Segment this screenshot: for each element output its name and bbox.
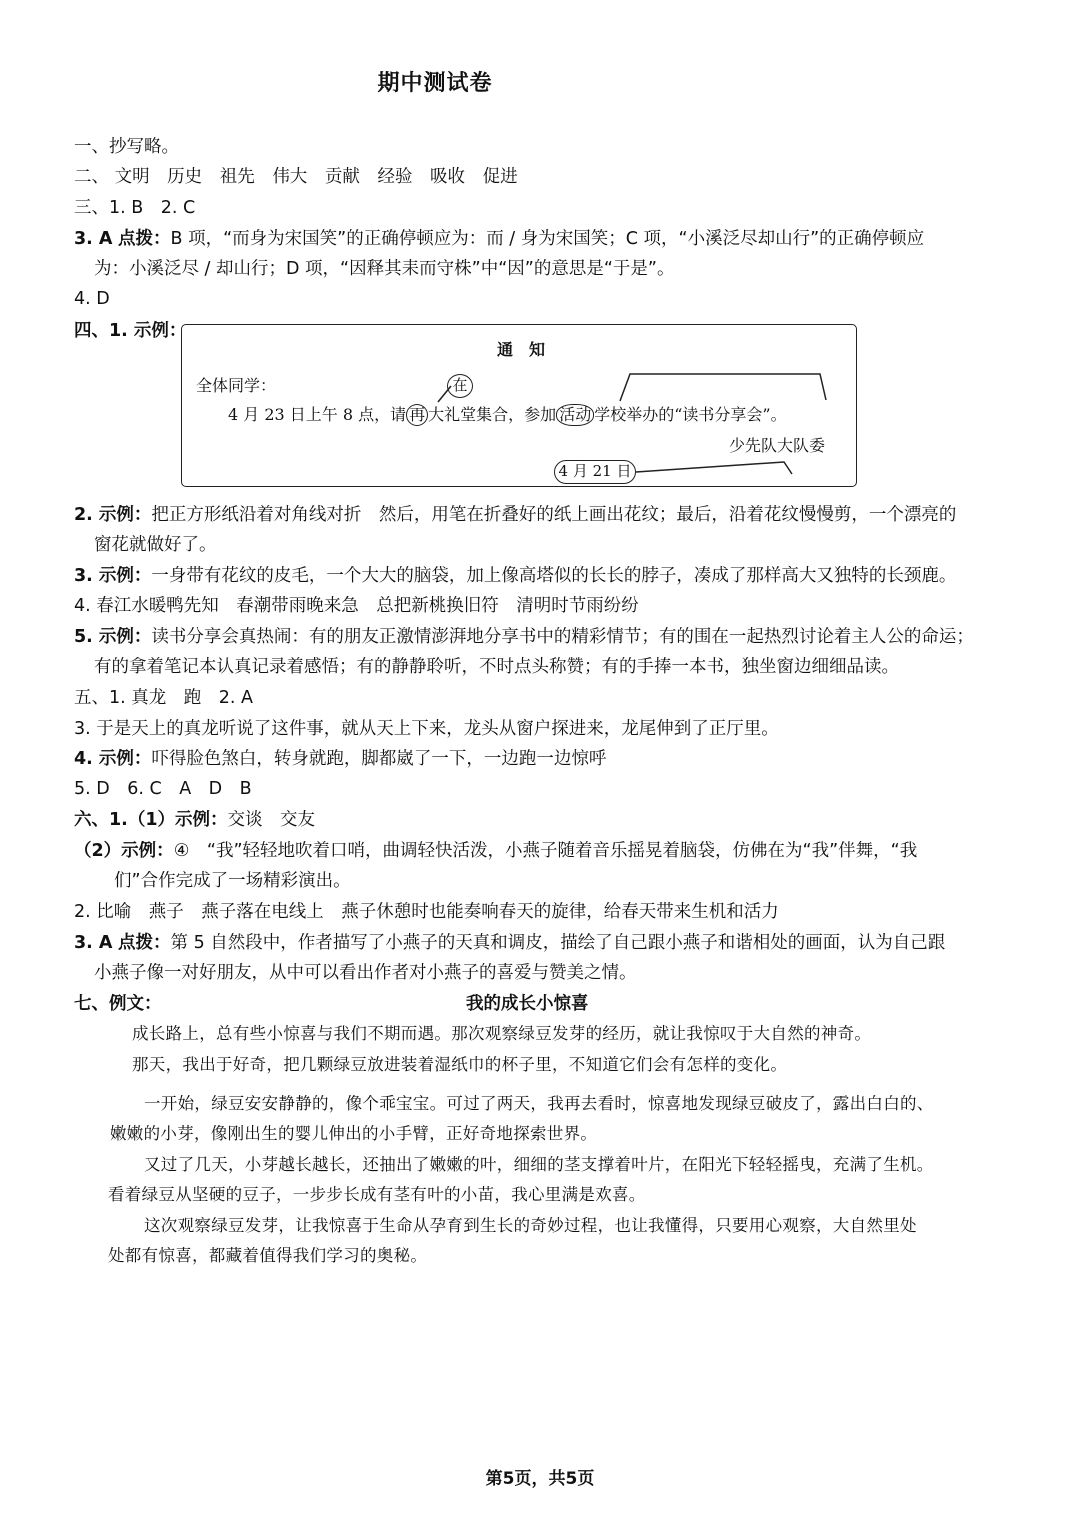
section-7-label: 七、例文： — [74, 994, 162, 1014]
answer-6-3: 2. 比喻 燕子 燕子落在电线上 燕子休憩时也能奏响春天的旋律，给春天带来生机和活力 — [74, 902, 779, 922]
example-label: 2. 示例： — [74, 505, 152, 525]
word: 促进 — [482, 167, 518, 187]
answer-3-4: 4. D — [74, 289, 110, 309]
date-arrow — [636, 462, 792, 474]
word: 祖先 — [219, 167, 255, 187]
example-label: 4. 示例： — [74, 749, 152, 769]
word: 经验 — [377, 167, 413, 187]
answer-5-1: 五、1. 真龙 跑 2. A — [74, 688, 253, 708]
answer-4-1-label: 四、1. 示例： — [74, 321, 187, 341]
essay-paragraph: 又过了几天，小芽越长越长，还抽出了嫩嫩的叶，细细的茎支撑着叶片，在阳光下轻轻摇曳，充满了生机。 — [144, 1155, 934, 1174]
page-title: 期中测试卷 — [377, 71, 493, 96]
inserted-word: 在 — [447, 374, 473, 398]
answer-6-2-line1 — [74, 839, 917, 863]
essay-paragraph: 成长路上，总有些小惊喜与我们不期而遇。那次观察绿豆发芽的经历，就让我惊叹于大自然的神奇。 — [132, 1024, 872, 1043]
notice-body-middle: 大礼堂集合，参加 — [428, 405, 557, 424]
answer-4-2-line2: 窗花就做好了。 — [94, 535, 217, 555]
notice-date: 4 月 21 日 — [554, 460, 636, 484]
answer-3-3-line2: 为：小溪泛尽 / 却山行；D 项，“因释其耒而守株”中“因”的意思是“于是”。 — [94, 259, 675, 279]
example-label: 5. 示例： — [74, 627, 152, 647]
essay-paragraph-cont: 嫩嫩的小芽，像刚出生的婴儿伸出的小手臂，正好奇地探索世界。 — [110, 1124, 598, 1143]
word: 伟大 — [272, 167, 308, 187]
answer-text: 读书分享会真热闹：有的朋友正激情澎湃地分享书中的精彩情节；有的围在一起热烈讨论着主人公的命运； — [151, 627, 974, 647]
answer-5-4 — [74, 747, 606, 771]
word: 吸收 — [430, 167, 466, 187]
notice-heading: 通 知 — [497, 340, 546, 359]
answer-section-3-q1: 三、1. B 2. C — [74, 198, 196, 218]
answer-number: 3. A — [74, 229, 113, 249]
essay-paragraph: 这次观察绿豆发芽，让我惊喜于生命从孕育到生长的奇妙过程，也让我懂得，只要用心观察，大自然里处 — [144, 1216, 917, 1235]
move-arrow — [620, 374, 826, 401]
essay-paragraph-cont: 看着绿豆从坚硬的豆子，一步步长成有茎有叶的小苗，我心里满是欢喜。 — [108, 1185, 646, 1204]
notice-salutation: 全体同学： — [196, 376, 277, 395]
tip-label: 点拨： — [118, 933, 171, 953]
answer-text: ④ “我”轻轻地吹着口哨，曲调轻快活泼，小燕子随着音乐摇晃着脑袋，仿佛在为“我”伴舞，“我 — [173, 841, 918, 861]
word: 历史 — [167, 167, 203, 187]
tip-label: 点拨： — [118, 229, 171, 249]
answer-4-5-line2: 有的拿着笔记本认真记录着感悟；有的静静聆听，不时点头称赞；有的手捧一本书，独坐窗边细细品读。 — [94, 657, 899, 677]
essay-paragraph: 那天，我出于好奇，把几颗绿豆放进装着湿纸巾的杯子里，不知道它们会有怎样的变化。 — [132, 1055, 788, 1074]
answer-6-2-line2: 们”合作完成了一场精彩演出。 — [114, 871, 351, 891]
deleted-word: 再 — [406, 404, 428, 426]
answer-4-3 — [74, 564, 956, 588]
example-label: 3. 示例： — [74, 566, 152, 586]
answer-5-3: 3. 于是天上的真龙听说了这件事，就从天上下来，龙头从窗户探进来，龙尾伸到了正厅里。 — [74, 719, 779, 739]
moved-word: 活动 — [556, 404, 594, 426]
example-label: （2）示例： — [74, 841, 174, 861]
answer-6-4-line2: 小燕子像一对好朋友，从中可以看出作者对小燕子的喜爱与赞美之情。 — [94, 963, 637, 983]
essay-title: 我的成长小惊喜 — [466, 994, 589, 1014]
answer-text: 一身带有花纹的皮毛，一个大大的脑袋，加上像高塔似的长长的脖子，凑成了那样高大又独特的长颈鹿。 — [151, 566, 957, 586]
insert-arrow — [438, 386, 451, 402]
notice-body-end: 学校举办的“读书分享会”。 — [594, 405, 787, 424]
page-number: 第5页，共5页 — [485, 1469, 595, 1489]
answer-5-5: 5. D 6. C A D B — [74, 779, 252, 799]
essay-paragraph: 一开始，绿豆安安静静的，像个乖宝宝。可过了两天，我再去看时，惊喜地发现绿豆破皮了，露出白白的、 — [144, 1094, 934, 1113]
answer-4-5-line1 — [74, 625, 974, 649]
answer-6-4-line1 — [74, 931, 945, 955]
word: 文明 — [114, 167, 150, 187]
answer-4-2-line1 — [74, 503, 956, 527]
answer-text: 交谈 交友 — [227, 810, 316, 830]
answer-text: 吓得脸色煞白，转身就跑，脚都崴了一下，一边跑一边惊呼 — [151, 749, 607, 769]
example-label: 六、1.（1）示例： — [74, 810, 228, 830]
notice-body-start: 4 月 23 日上午 8 点，请 — [228, 405, 407, 424]
tip-text: B 项，“而身为宋国笑”的正确停顿应为：而 / 身为宋国笑；C 项，“小溪泛尽却山行”的正确停顿应 — [170, 229, 925, 249]
essay-paragraph-cont: 处都有惊喜，都藏着值得我们学习的奥秘。 — [108, 1246, 428, 1265]
answer-4-4: 4. 春江水暖鸭先知 春潮带雨晚来急 总把新桃换旧符 清明时节雨纷纷 — [74, 596, 639, 616]
section-2-label: 二、 — [74, 167, 109, 187]
answer-section-1: 一、抄写略。 — [74, 137, 179, 157]
word: 贡献 — [324, 167, 360, 187]
answer-6-1 — [74, 808, 315, 832]
answer-text: 把正方形纸沿着对角线对折 然后，用笔在折叠好的纸上画出花纹；最后，沿着花纹慢慢剪，一个漂亮的 — [151, 505, 957, 525]
answer-number: 3. A — [74, 933, 113, 953]
tip-text: 第 5 自然段中，作者描写了小燕子的天真和调皮，描绘了自己跟小燕子和谐相处的画面，认为自己跟 — [170, 933, 946, 953]
notice-signature: 少先队大队委 — [729, 436, 826, 455]
